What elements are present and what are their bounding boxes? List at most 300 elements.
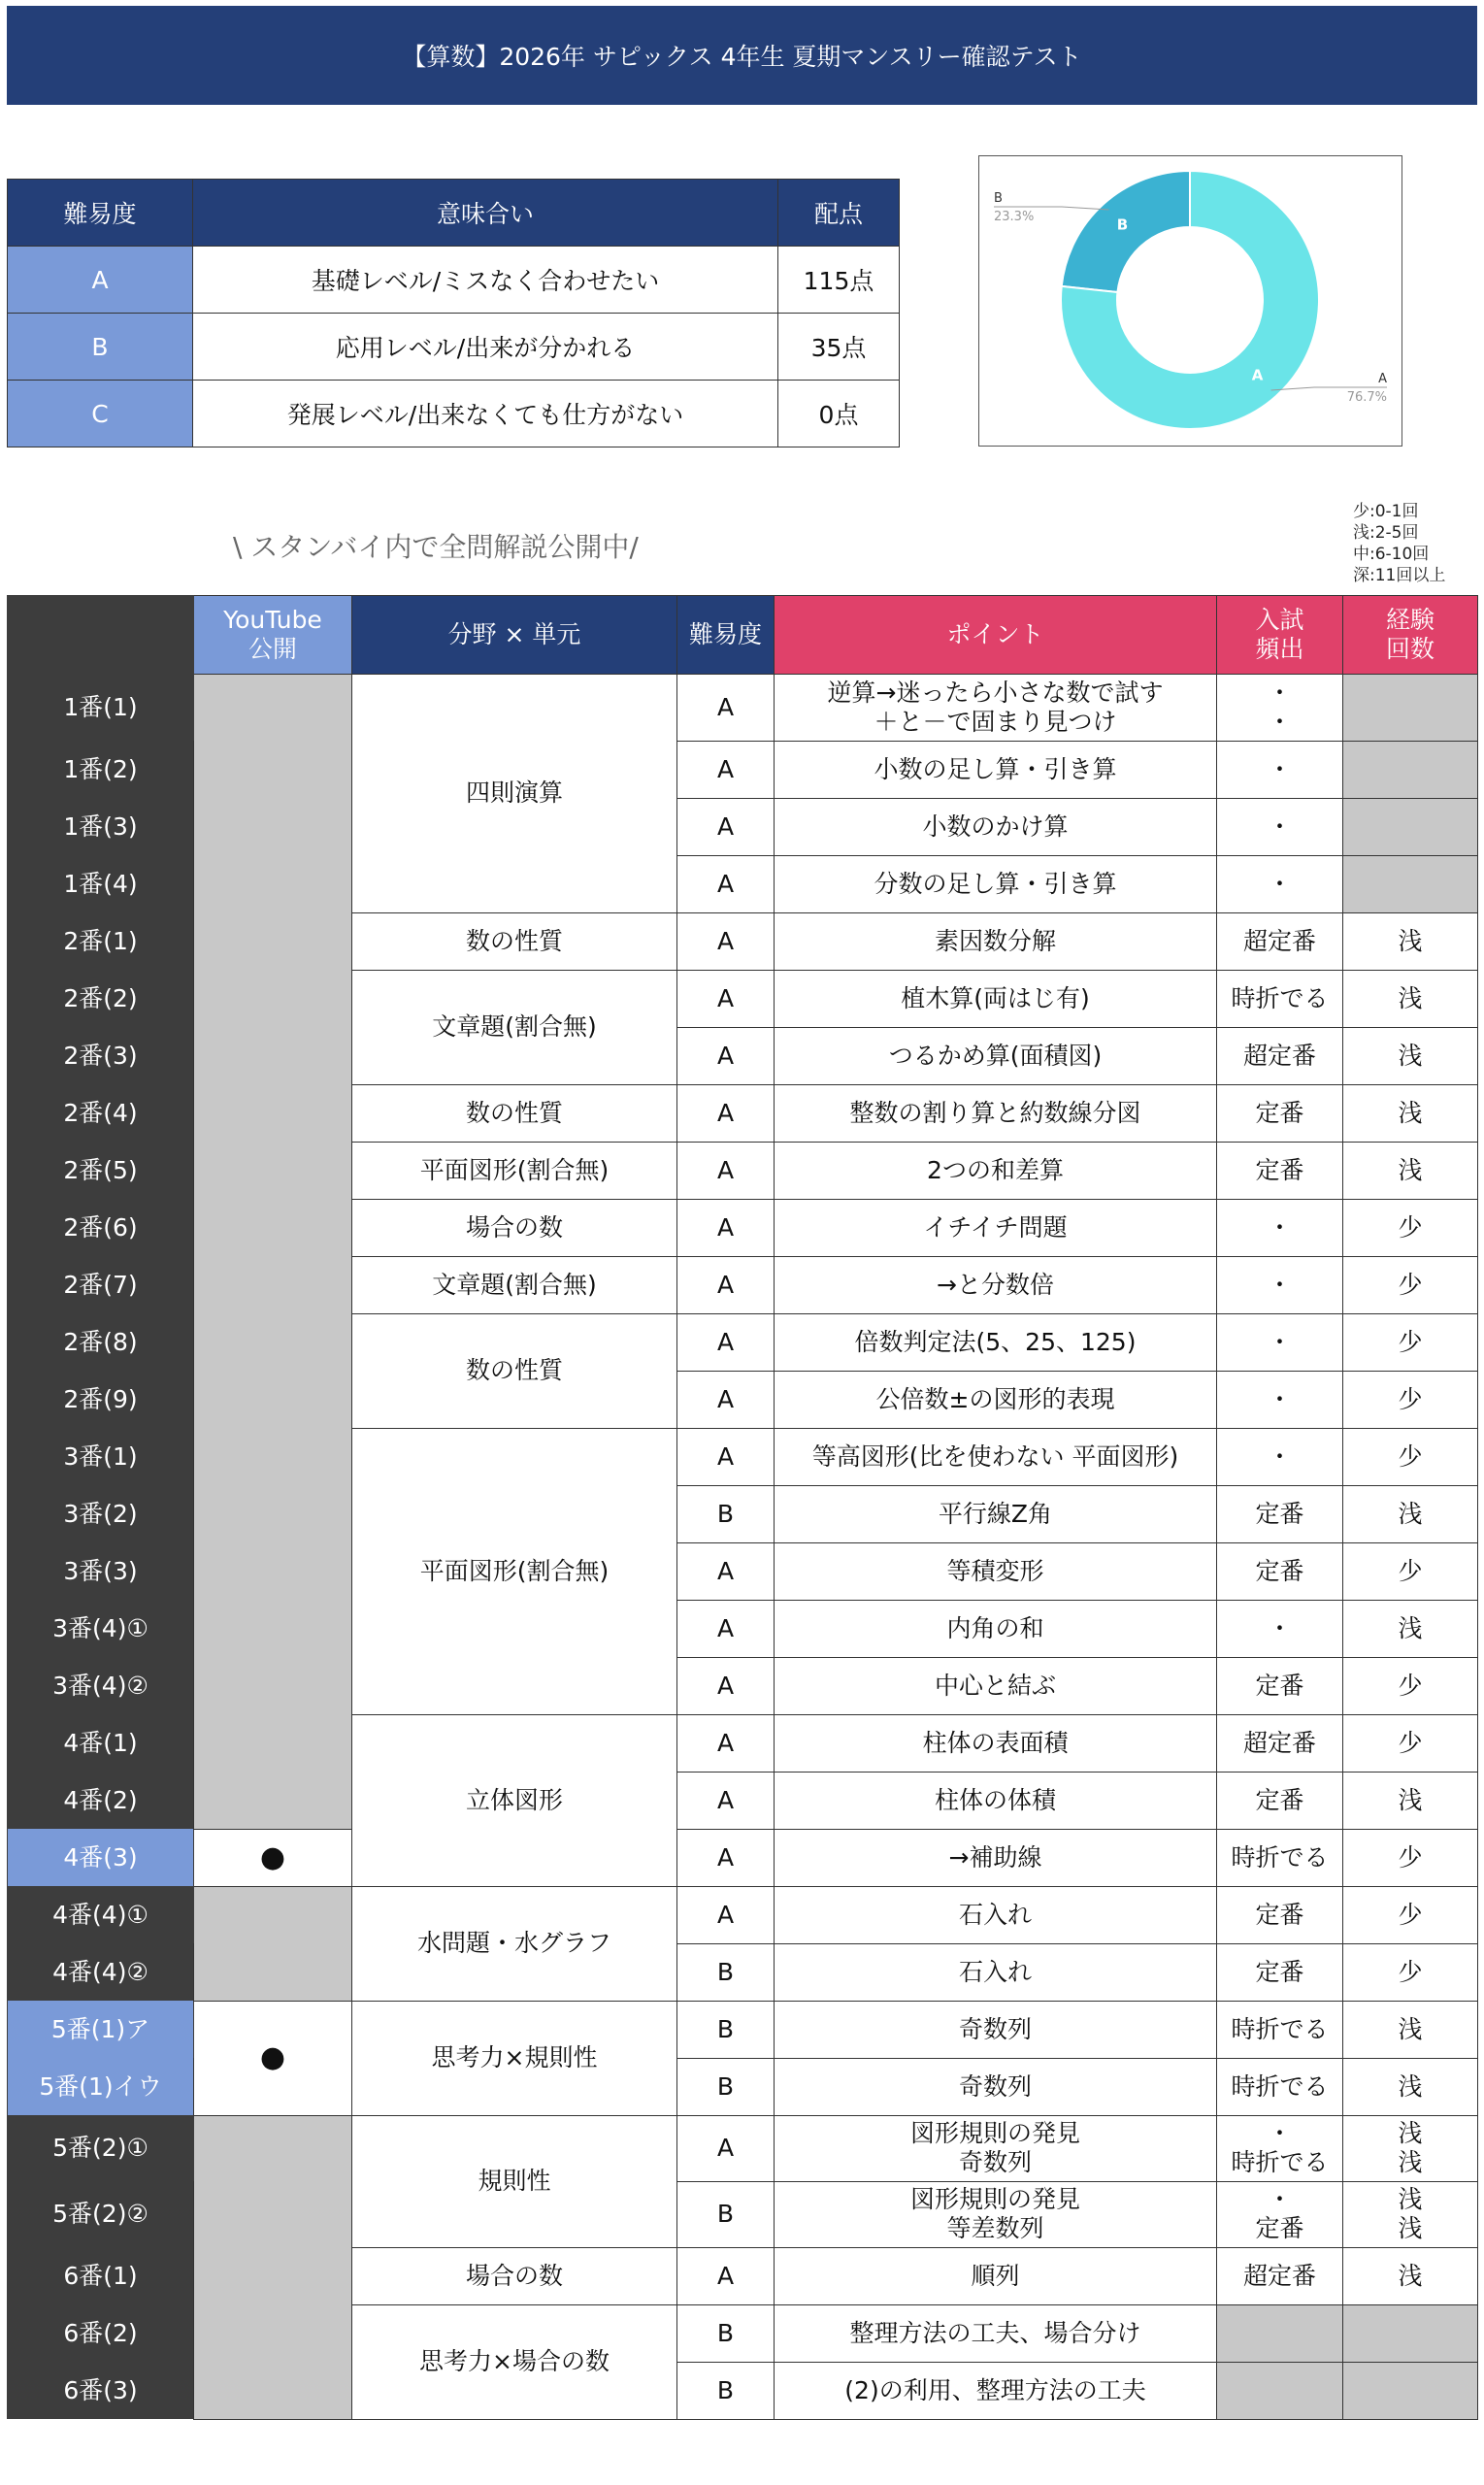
question-number: 1番(2): [8, 741, 194, 798]
point-line: 2つの和差算: [927, 1155, 1064, 1184]
experience-count: [1343, 2304, 1478, 2362]
experience-count-line: 少: [1398, 1270, 1423, 1299]
donut-percent-label: 23.3%: [994, 210, 1035, 224]
experience-count-line: 少: [1398, 1842, 1423, 1872]
difficulty: B: [677, 1943, 775, 2001]
point: [775, 1428, 1217, 1485]
question-number: 3番(4)②: [8, 1657, 194, 1714]
question-number: 2番(1): [8, 912, 194, 970]
question-number: 2番(8): [8, 1313, 194, 1371]
experience-count: [1343, 1199, 1478, 1256]
exam-frequency: [1217, 1943, 1343, 2001]
difficulty: A: [677, 1772, 775, 1829]
exam-frequency: [1217, 798, 1343, 855]
exam-frequency-line: 定番: [1255, 1957, 1304, 1986]
exam-frequency: [1217, 2247, 1343, 2304]
difficulty: B: [677, 2304, 775, 2362]
point-line: 奇数列: [958, 2071, 1032, 2101]
point: [775, 1027, 1217, 1084]
point: [775, 2304, 1217, 2362]
difficulty: A: [677, 1371, 775, 1428]
question-number: 2番(9): [8, 1371, 194, 1428]
exam-frequency: [1217, 1428, 1343, 1485]
donut-outer-label: B: [994, 191, 1003, 206]
exam-frequency: [1217, 1714, 1343, 1772]
field-unit: 水問題・水グラフ: [352, 1886, 677, 2001]
exam-frequency-line: 定番: [1255, 1098, 1304, 1127]
exam-frequency-line: 時折でる: [1231, 983, 1329, 1012]
exam-frequency-header-line: 入試: [1255, 606, 1304, 634]
difficulty: A: [677, 741, 775, 798]
point-line: 内角の和: [946, 1613, 1044, 1642]
experience-count: [1343, 2247, 1478, 2304]
point-line: 公倍数±の図形的表現: [875, 1384, 1115, 1413]
exam-frequency-line: ・: [1267, 2185, 1292, 2213]
question-number: 2番(3): [8, 1027, 194, 1084]
point: [775, 1829, 1217, 1886]
experience-count: [1343, 2115, 1478, 2181]
experience-count-line: 浅: [1398, 1098, 1423, 1127]
experience-count-line: 浅: [1398, 2119, 1423, 2147]
points-header: 配点: [778, 180, 900, 247]
explanation-note: \ スタンバイ内で全問解説公開中/: [233, 531, 639, 563]
table-row: [8, 1829, 1478, 1886]
point-line: 平行線Z角: [938, 1499, 1053, 1528]
question-number: 4番(3): [8, 1829, 194, 1886]
difficulty: A: [677, 1714, 775, 1772]
difficulty: A: [677, 1313, 775, 1371]
youtube-published: [194, 675, 352, 1830]
exam-frequency: [1217, 1084, 1343, 1142]
point-line: (2)の利用、整理方法の工夫: [844, 2375, 1146, 2404]
difficulty: B: [677, 2181, 775, 2247]
field-unit: 文章題(割合無): [352, 970, 677, 1084]
experience-header: [1343, 596, 1478, 675]
field-unit: 思考力×規則性: [352, 2001, 677, 2115]
point-line: 石入れ: [958, 1957, 1032, 1986]
exam-frequency-line: ・: [1267, 1384, 1292, 1413]
exam-frequency-line: 時折でる: [1231, 2148, 1329, 2176]
exam-frequency: [1217, 741, 1343, 798]
point-line: 石入れ: [958, 1900, 1032, 1929]
experience-count: [1343, 1371, 1478, 1428]
difficulty: A: [677, 1084, 775, 1142]
donut-inner-label: B: [1116, 215, 1129, 234]
legend-item: 浅:2-5回: [1353, 523, 1419, 543]
difficulty-header: 難易度: [677, 596, 775, 675]
exam-frequency-line: ・: [1267, 869, 1292, 898]
experience-count-line: 少: [1398, 1556, 1423, 1585]
experience-count: [1343, 1657, 1478, 1714]
difficulty: A: [677, 1027, 775, 1084]
difficulty-level: B: [8, 314, 193, 381]
exam-frequency-line: 定番: [1255, 1155, 1304, 1184]
point: [775, 1256, 1217, 1313]
legend-item: 深:11回以上: [1353, 566, 1446, 585]
question-number: 3番(3): [8, 1542, 194, 1600]
question-number: 4番(4)②: [8, 1943, 194, 2001]
difficulty-meaning: 応用レベル/出来が分かれる: [193, 314, 778, 381]
difficulty: A: [677, 1256, 775, 1313]
question-number: 4番(2): [8, 1772, 194, 1829]
exam-frequency: [1217, 2058, 1343, 2115]
exam-frequency: [1217, 1313, 1343, 1371]
point: [775, 1714, 1217, 1772]
difficulty-header: 難易度: [8, 180, 193, 247]
point-line: 順列: [971, 2261, 1020, 2290]
experience-count: [1343, 1142, 1478, 1199]
point: [775, 2181, 1217, 2247]
experience-count-line: 少: [1398, 1384, 1423, 1413]
point-line: 奇数列: [958, 2014, 1032, 2043]
point: [775, 855, 1217, 912]
question-number: 4番(4)①: [8, 1886, 194, 1943]
field-unit: 四則演算: [352, 675, 677, 913]
experience-count-line: 浅: [1398, 2185, 1423, 2213]
field-unit: 思考力×場合の数: [352, 2304, 677, 2419]
difficulty: A: [677, 1886, 775, 1943]
question-number: 5番(2)①: [8, 2115, 194, 2181]
exam-frequency-line: 定番: [1255, 1900, 1304, 1929]
experience-legend: [1353, 501, 1445, 586]
experience-count-line: 少: [1398, 1957, 1423, 1986]
point-line: 中心と結ぶ: [934, 1671, 1056, 1700]
field-unit: 平面図形(割合無): [352, 1142, 677, 1199]
field-unit: 場合の数: [352, 2247, 677, 2304]
point: [775, 741, 1217, 798]
field-unit: 立体図形: [352, 1714, 677, 1886]
exam-frequency-line: 定番: [1255, 1556, 1304, 1585]
exam-frequency-line: ・: [1267, 678, 1292, 707]
exam-frequency: [1217, 1829, 1343, 1886]
difficulty-level: C: [8, 381, 193, 447]
exam-frequency: [1217, 912, 1343, 970]
page-title: 【算数】2026年 サピックス 4年生 夏期マンスリー確認テスト: [7, 6, 1477, 105]
difficulty: A: [677, 1829, 775, 1886]
experience-count-line: 少: [1398, 1728, 1423, 1757]
exam-frequency-line: ・: [1267, 812, 1292, 841]
point-line: 植木算(両はじ有): [901, 983, 1090, 1012]
point-line: →補助線: [948, 1842, 1042, 1872]
experience-count-line: 少: [1398, 1900, 1423, 1929]
exam-frequency-line: 超定番: [1242, 1041, 1316, 1070]
difficulty: B: [677, 2058, 775, 2115]
point-header: ポイント: [775, 596, 1217, 675]
point-line: つるかめ算(面積図): [888, 1041, 1103, 1070]
experience-count: [1343, 2058, 1478, 2115]
exam-frequency: [1217, 1542, 1343, 1600]
point-line: 図形規則の発見: [909, 2119, 1080, 2147]
question-number: 2番(7): [8, 1256, 194, 1313]
point: [775, 798, 1217, 855]
exam-frequency: [1217, 1600, 1343, 1657]
donut-inner-label: A: [1251, 366, 1264, 384]
difficulty: A: [677, 798, 775, 855]
exam-frequency: [1217, 1371, 1343, 1428]
question-number: 4番(1): [8, 1714, 194, 1772]
table-row: [8, 1886, 1478, 1943]
difficulty-level: A: [8, 247, 193, 314]
question-number: 6番(2): [8, 2304, 194, 2362]
experience-count-line: 少: [1398, 1671, 1423, 1700]
experience-count: [1343, 1829, 1478, 1886]
experience-count: [1343, 1256, 1478, 1313]
legend-item: 少:0-1回: [1353, 502, 1419, 521]
point: [775, 1199, 1217, 1256]
field-unit: 数の性質: [352, 1313, 677, 1428]
point: [775, 1657, 1217, 1714]
question-number: 5番(1)ア: [8, 2001, 194, 2058]
experience-count-line: 浅: [1398, 2071, 1423, 2101]
experience-count: [1343, 1313, 1478, 1371]
youtube-header-line: YouTube: [223, 606, 322, 634]
point-line: 分数の足し算・引き算: [874, 869, 1117, 898]
exam-frequency: [1217, 1256, 1343, 1313]
point-line: 等差数列: [946, 2214, 1044, 2242]
exam-frequency: [1217, 1772, 1343, 1829]
difficulty: A: [677, 855, 775, 912]
field-header: 分野 × 単元: [352, 596, 677, 675]
point: [775, 1600, 1217, 1657]
exam-frequency-line: ・: [1267, 1212, 1292, 1242]
experience-count: [1343, 741, 1478, 798]
point-line: 図形規則の発見: [909, 2185, 1080, 2213]
point-line: 小数の足し算・引き算: [874, 754, 1117, 783]
youtube-published: [194, 2115, 352, 2419]
exam-frequency-line: 定番: [1255, 1499, 1304, 1528]
exam-frequency-line: 定番: [1255, 1785, 1304, 1814]
experience-count-line: 浅: [1398, 2261, 1423, 2290]
question-number: 5番(1)イウ: [8, 2058, 194, 2115]
donut-outer-label: A: [1378, 372, 1387, 386]
exam-frequency-line: 定番: [1255, 1671, 1304, 1700]
exam-frequency-line: 時折でる: [1231, 2014, 1329, 2043]
point: [775, 675, 1217, 742]
point-line: 整理方法の工夫、場合分け: [849, 2318, 1141, 2347]
point: [775, 1371, 1217, 1428]
experience-count-line: 浅: [1398, 1785, 1423, 1814]
difficulty-table: [7, 179, 900, 447]
exam-frequency-line: ・: [1267, 754, 1292, 783]
difficulty: A: [677, 1657, 775, 1714]
field-unit: 数の性質: [352, 912, 677, 970]
experience-count: [1343, 1428, 1478, 1485]
question-number: 3番(1): [8, 1428, 194, 1485]
exam-frequency: [1217, 2115, 1343, 2181]
difficulty-meaning: 基礎レベル/ミスなく合わせたい: [193, 247, 778, 314]
experience-count-line: 浅: [1398, 1613, 1423, 1642]
experience-count: [1343, 1084, 1478, 1142]
point: [775, 1142, 1217, 1199]
exam-frequency: [1217, 2001, 1343, 2058]
experience-count: [1343, 2362, 1478, 2419]
point: [775, 2058, 1217, 2115]
difficulty: A: [677, 675, 775, 742]
experience-count: [1343, 1886, 1478, 1943]
experience-count-line: 浅: [1398, 2148, 1423, 2176]
point: [775, 1772, 1217, 1829]
experience-count-line: 浅: [1398, 983, 1423, 1012]
experience-count: [1343, 2181, 1478, 2247]
field-unit: 規則性: [352, 2115, 677, 2247]
question-number: 1番(3): [8, 798, 194, 855]
question-number: 2番(4): [8, 1084, 194, 1142]
experience-count-line: 浅: [1398, 926, 1423, 955]
point-line: 奇数列: [958, 2148, 1032, 2176]
exam-frequency-header-line: 頻出: [1255, 635, 1304, 663]
exam-frequency: [1217, 1657, 1343, 1714]
difficulty: B: [677, 2001, 775, 2058]
experience-count: [1343, 1542, 1478, 1600]
exam-frequency-line: 超定番: [1242, 1728, 1316, 1757]
question-number: 2番(2): [8, 970, 194, 1027]
field-unit: 文章題(割合無): [352, 1256, 677, 1313]
point: [775, 1943, 1217, 2001]
experience-count: [1343, 1485, 1478, 1542]
difficulty: A: [677, 1600, 775, 1657]
exam-frequency: [1217, 1027, 1343, 1084]
exam-frequency-line: 時折でる: [1231, 2071, 1329, 2101]
experience-count-line: 浅: [1398, 2214, 1423, 2242]
difficulty: A: [677, 1542, 775, 1600]
difficulty: A: [677, 2115, 775, 2181]
point-line: ＋と－で固まり見つけ: [874, 707, 1117, 736]
youtube-header-line: 公開: [247, 635, 297, 663]
point: [775, 1485, 1217, 1542]
question-number: 6番(1): [8, 2247, 194, 2304]
difficulty: B: [677, 2362, 775, 2419]
question-number: 6番(3): [8, 2362, 194, 2419]
experience-count: [1343, 2001, 1478, 2058]
exam-frequency-line: 超定番: [1242, 2261, 1316, 2290]
exam-frequency-line: ・: [1267, 2119, 1292, 2147]
difficulty: B: [677, 1485, 775, 1542]
difficulty-meaning: 発展レベル/出来なくても仕方がない: [193, 381, 778, 447]
field-unit: 平面図形(割合無): [352, 1428, 677, 1714]
exam-frequency-line: ・: [1267, 707, 1292, 736]
difficulty: A: [677, 912, 775, 970]
exam-frequency: [1217, 1199, 1343, 1256]
point-line: 小数のかけ算: [922, 812, 1069, 841]
exam-frequency: [1217, 1142, 1343, 1199]
exam-frequency: [1217, 970, 1343, 1027]
field-unit: 場合の数: [352, 1199, 677, 1256]
experience-count: [1343, 855, 1478, 912]
difficulty: A: [677, 2247, 775, 2304]
donut-percent-label: 76.7%: [1346, 390, 1387, 405]
difficulty: A: [677, 1142, 775, 1199]
difficulty-points: 0点: [778, 381, 900, 447]
exam-frequency: [1217, 2304, 1343, 2362]
point-line: 等積変形: [946, 1556, 1044, 1585]
point-line: 素因数分解: [934, 926, 1056, 955]
field-unit: 数の性質: [352, 1084, 677, 1142]
legend-item: 中:6-10回: [1353, 545, 1430, 564]
exam-frequency-line: 超定番: [1242, 926, 1316, 955]
experience-count-line: 少: [1398, 1212, 1423, 1242]
question-number: 2番(6): [8, 1199, 194, 1256]
point: [775, 2362, 1217, 2419]
experience-count: [1343, 970, 1478, 1027]
question-number: 3番(2): [8, 1485, 194, 1542]
exam-frequency: [1217, 2181, 1343, 2247]
point-line: 倍数判定法(5、25、125): [854, 1327, 1137, 1356]
point-line: 柱体の表面積: [922, 1728, 1069, 1757]
question-number: 2番(5): [8, 1142, 194, 1199]
question-number: 3番(4)①: [8, 1600, 194, 1657]
exam-frequency: [1217, 675, 1343, 742]
question-number: 1番(1): [8, 675, 194, 742]
youtube-published: [194, 1886, 352, 2001]
experience-count-line: 少: [1398, 1327, 1423, 1356]
point-line: 等高図形(比を使わない 平面図形): [811, 1441, 1179, 1471]
experience-count: [1343, 1600, 1478, 1657]
question-number: 1番(4): [8, 855, 194, 912]
experience-count-line: 浅: [1398, 1499, 1423, 1528]
experience-count: [1343, 675, 1478, 742]
difficulty: A: [677, 1428, 775, 1485]
experience-count: [1343, 1027, 1478, 1084]
exam-frequency-header: [1217, 596, 1343, 675]
table-row: [8, 2115, 1478, 2181]
difficulty-points: 35点: [778, 314, 900, 381]
exam-frequency-line: ・: [1267, 1327, 1292, 1356]
point: [775, 2247, 1217, 2304]
donut-svg: [979, 156, 1401, 445]
difficulty-donut-chart: [978, 155, 1402, 447]
difficulty: A: [677, 1199, 775, 1256]
exam-frequency-line: 定番: [1255, 2214, 1304, 2242]
point: [775, 1542, 1217, 1600]
point-line: 逆算→迷ったら小さな数で試す: [827, 678, 1164, 707]
exam-frequency-line: ・: [1267, 1270, 1292, 1299]
experience-header-line: 回数: [1385, 635, 1435, 663]
experience-count: [1343, 912, 1478, 970]
point: [775, 970, 1217, 1027]
experience-header-line: 経験: [1385, 606, 1435, 634]
experience-count: [1343, 1943, 1478, 2001]
exam-frequency-line: ・: [1267, 1441, 1292, 1471]
meaning-header: 意味合い: [193, 180, 778, 247]
experience-count: [1343, 1714, 1478, 1772]
experience-count-line: 浅: [1398, 2014, 1423, 2043]
exam-frequency: [1217, 855, 1343, 912]
point-line: →と分数倍: [937, 1270, 1054, 1299]
exam-frequency: [1217, 2362, 1343, 2419]
question-number: 5番(2)②: [8, 2181, 194, 2247]
experience-count: [1343, 1772, 1478, 1829]
youtube-header: [194, 596, 352, 675]
point: [775, 1084, 1217, 1142]
youtube-published: ●: [194, 2001, 352, 2115]
experience-count-line: 浅: [1398, 1155, 1423, 1184]
difficulty-points: 115点: [778, 247, 900, 314]
table-row: [8, 2001, 1478, 2058]
point: [775, 1313, 1217, 1371]
exam-frequency: [1217, 1485, 1343, 1542]
experience-count-line: 浅: [1398, 1041, 1423, 1070]
exam-frequency-line: 時折でる: [1231, 1842, 1329, 1872]
exam-frequency-line: ・: [1267, 1613, 1292, 1642]
point-line: イチイチ問題: [923, 1212, 1068, 1242]
experience-count-line: 少: [1398, 1441, 1423, 1471]
corner-header: [8, 596, 194, 675]
point: [775, 912, 1217, 970]
experience-count: [1343, 798, 1478, 855]
point: [775, 2001, 1217, 2058]
point: [775, 2115, 1217, 2181]
point-line: 整数の割り算と約数線分図: [849, 1098, 1141, 1127]
